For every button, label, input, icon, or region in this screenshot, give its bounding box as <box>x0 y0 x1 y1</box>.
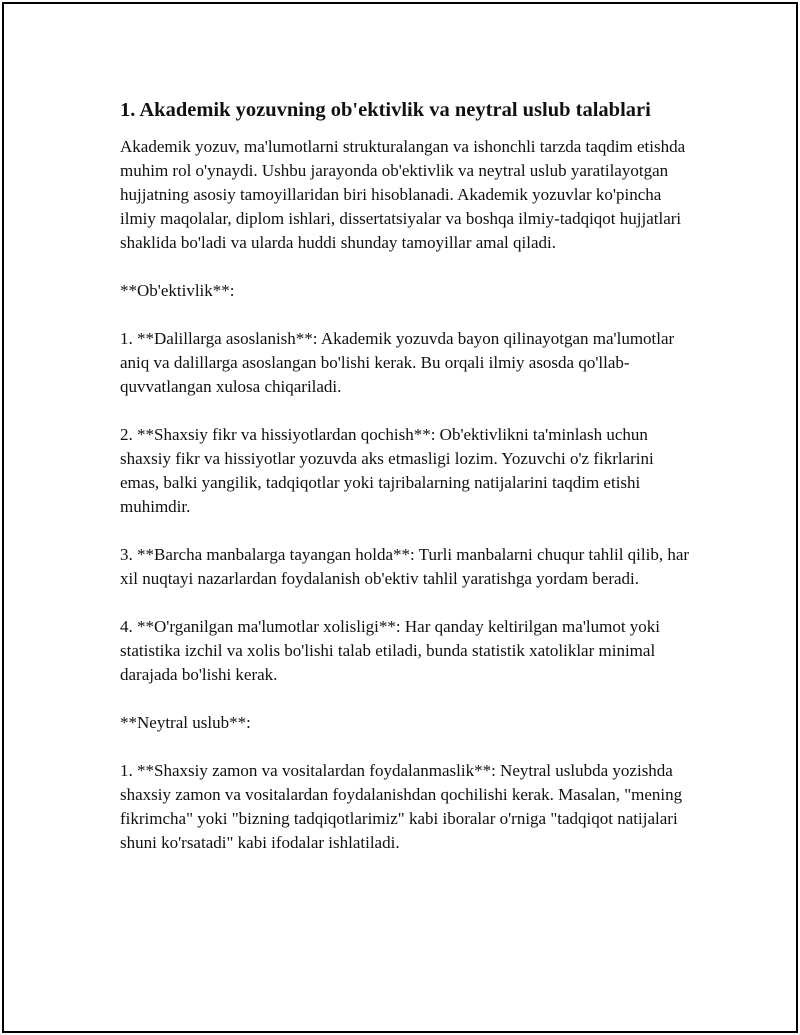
document-body <box>120 96 692 879</box>
section-heading: 1. Akademik yozuvning ob'ektivlik va neytral uslub talablari <box>120 99 651 121</box>
objectivity-point-4: 4. **O'rganilgan ma'lumotlar xolisligi**: Har qanday keltirilgan ma'lumot yoki statistika izchil va xolis bo'lishi talab etiladi, bunda statistik xatoliklar minimal darajada bo'lishi kerak. <box>120 617 661 684</box>
intro-paragraph: Akademik yozuv, ma'lumotlarni strukturalangan va ishonchli tarzda taqdim etishda muhim rol o'ynaydi. Ushbu jarayonda ob'ektivlik va neytral uslub yaratilayotgan hujjatning asosiy tamoyillaridan biri hisoblanadi. Akademik yozuvlar ko'pincha ilmiy maqolalar, diplom ishlari, dissertatsiyalar va boshqa ilmiy-tadqiqot hujjatlari shaklida bo'ladi va ularda huddi shunday tamoyillar amal qiladi. <box>120 137 686 252</box>
objectivity-point-3: 3. **Barcha manbalarga tayangan holda**: Turli manbalarni chuqur tahlil qilib, har xil nuqtayi nazarlardan foydalanish ob'ektiv tahlil yaratishga yordam beradi. <box>120 545 690 588</box>
neutral-style-point-1: 1. **Shaxsiy zamon va vositalardan foydalanmaslik**: Neytral uslubda yozishda shaxsiy zamon va vositalardan foydalanishdan qochilishi kerak. Masalan, "mening fikrimcha" yoki "bizning tadqiqotlarimiz" kabi iboralar o'rniga "tadqiqot natijalari shuni ko'rsatadi" kabi ifodalar ishlatiladi. <box>120 761 683 852</box>
neutral-style-subheading: **Neytral uslub**: <box>120 713 251 732</box>
page-frame <box>2 2 798 1033</box>
objectivity-point-1: 1. **Dalillarga asoslanish**: Akademik yozuvda bayon qilinayotgan ma'lumotlar aniq va dalillarga asoslangan bo'lishi kerak. Bu orqali ilmiy asosda qo'llab-quvvatlangan xulosa chiqariladi. <box>120 329 675 396</box>
objectivity-subheading: **Ob'ektivlik**: <box>120 281 235 300</box>
objectivity-point-2: 2. **Shaxsiy fikr va hissiyotlardan qochish**: Ob'ektivlikni ta'minlash uchun shaxsiy fikr va hissiyotlar yozuvda aks etmasligi lozim. Yozuvchi o'z fikrlarini emas, balki yangilik, tadqiqotlar yoki tajribalarning natijalarini taqdim etishi muhimdir. <box>120 425 654 516</box>
